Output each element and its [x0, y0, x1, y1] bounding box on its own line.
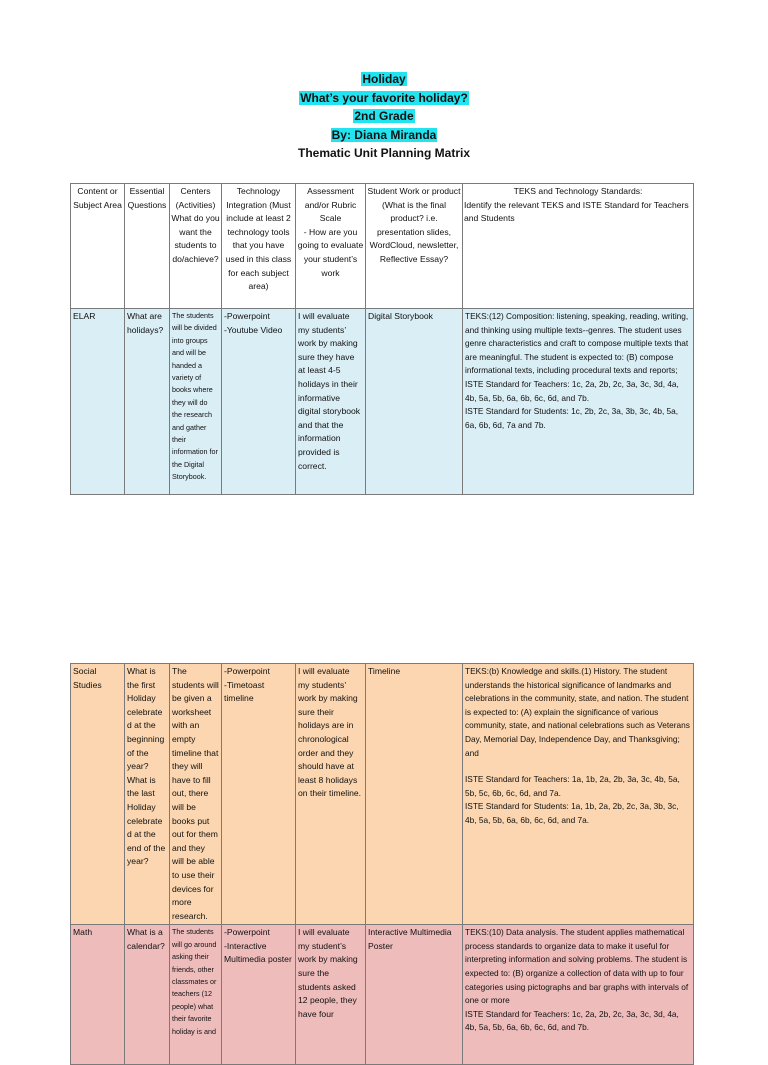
table-row-social-studies	[71, 664, 694, 925]
author-line	[0, 126, 768, 145]
col-header-student-work: Student Work or product (What is the final product? i.e. presentation slides, WordCloud, newsletter, Reflective Essay?	[366, 184, 463, 309]
author: By: Diana Miranda	[331, 127, 437, 142]
elar-subject: ELAR	[71, 309, 125, 495]
social-technology: -Powerpoint -Timetoast timeline	[222, 664, 296, 925]
col-header-teks	[463, 184, 694, 309]
teks-header-subtitle: Identify the relevant TEKS and ISTE Standard for Teachers and Students	[464, 199, 689, 224]
elar-iste-students: ISTE Standard for Students: 1c, 2b, 2c, 3a, 3b, 3c, 4b, 5a, 6a, 6b, 6d, 7a and 7b.	[465, 406, 679, 430]
matrix-title: Thematic Unit Planning Matrix	[297, 146, 471, 160]
social-centers: The students will be given a worksheet with an empty timeline that they will have to fill out, there will be books put out for them and they will be able to use their devices for more research.	[170, 664, 222, 925]
math-technology: -Powerpoint -Interactive Multimedia poster	[222, 925, 296, 1065]
title-line	[0, 70, 768, 89]
math-teks	[463, 925, 694, 1065]
elar-question: What are holidays?	[125, 309, 170, 495]
elar-iste-teachers: ISTE Standard for Teachers: 1c, 2a, 2b, 2c, 3a, 3c, 3d, 4a, 4b, 5a, 5b, 6a, 6b, 6c, 6d, and 7b.	[465, 378, 679, 403]
social-iste-students: ISTE Standard for Students: 1a, 1b, 2a, 2b, 2c, 3a, 3b, 3c, 4b, 5a, 5b, 6a, 6b, 6c, 6d, and 7a.	[465, 801, 679, 825]
elar-technology: -Powerpoint -Youtube Video	[222, 309, 296, 495]
social-teks	[463, 664, 694, 925]
social-teks-text: TEKS:(b) Knowledge and skills.(1) History. The student understands the historical significance of landmarks and celebrations in the community, state, and nation. The student is expected to: (A) explain the significance of various community, state, and national celebrations such as Veterans Day, Memorial Day, Independence Day, and Thanksgiving; and	[465, 666, 690, 758]
elar-teks-text: TEKS:(12) Composition: listening, speaking, reading, writing, and thinking using multiple texts--genres. The student uses genre characteristics and craft to compose multiple texts that are meaningful. The student is expected to: (B) compose informational texts, including procedural texts and reports;	[465, 311, 689, 376]
math-product: Interactive Multimedia Poster	[366, 925, 463, 1065]
unit-title: Holiday	[362, 72, 406, 86]
elar-product: Digital Storybook	[366, 309, 463, 495]
table-row-elar	[71, 309, 694, 495]
col-header-assessment: Assessment and/or Rubric Scale - How are you going to evaluate your student’s work	[296, 184, 366, 309]
social-product: Timeline	[366, 664, 463, 925]
math-centers: The students will go around asking their friends, other classmates or teachers (12 people) what their favorite holiday is and	[170, 925, 222, 1065]
col-header-essential: Essential Questions	[125, 184, 170, 309]
grade-line	[0, 107, 768, 126]
social-assessment: I will evaluate my students’ work by making sure their holidays are in chronological order and they should have at least 8 holidays on their timeline.	[296, 664, 366, 925]
table-row-math	[71, 925, 694, 1065]
planning-matrix-table-page2	[70, 663, 694, 1065]
math-subject: Math	[71, 925, 125, 1065]
social-subject: Social Studies	[71, 664, 125, 925]
math-teks-text: TEKS:(10) Data analysis. The student applies mathematical process standards to organize data to make it useful for interpreting information and solving problems. The student is expected to: (B) organize a collection of data with up to four categories using pictographs and bar graphs with intervals of one or more	[465, 927, 689, 1006]
social-iste-teachers: ISTE Standard for Teachers: 1a, 1b, 2a, 2b, 3a, 3c, 4b, 5a, 5b, 5c, 6b, 6c, 6d, and 7a.	[465, 774, 680, 798]
col-header-content: Content or Subject Area	[71, 184, 125, 309]
col-header-technology: Technology Integration (Must include at least 2 technology tools that you have used in this class for each subject area)	[222, 184, 296, 309]
elar-assessment: I will evaluate my students’ work by making sure they have at least 4-5 holidays in their informative digital storybook and that the information provided is correct.	[296, 309, 366, 495]
document-header	[0, 70, 768, 160]
math-iste-teachers: ISTE Standard for Teachers: 1c, 2a, 2b, 2c, 3a, 3c, 3d, 4a, 4b, 5a, 5b, 6a, 6b, 6c, 6d, and 7b.	[465, 1008, 679, 1033]
col-header-centers: Centers (Activities) What do you want the students to do/achieve?	[170, 184, 222, 309]
elar-teks	[463, 309, 694, 495]
math-assessment: I will evaluate my student’s work by making sure the students asked 12 people, they have four	[296, 925, 366, 1065]
header-row	[71, 184, 694, 309]
question-line	[0, 89, 768, 108]
elar-centers: The students will be divided into groups and will be handed a variety of books where they will do the research and gather their information for the Digital Storybook.	[170, 309, 222, 495]
math-question: What is a calendar?	[125, 925, 170, 1065]
planning-matrix-table-page1	[70, 183, 694, 495]
teks-header-title: TEKS and Technology Standards:	[513, 186, 643, 196]
social-question: What is the first Holiday celebrated at the beginning of the year? What is the last Holiday celebrated at the end of the year?	[125, 664, 170, 925]
grade-level: 2nd Grade	[354, 109, 414, 123]
unit-question: What’s your favorite holiday?	[300, 90, 468, 105]
